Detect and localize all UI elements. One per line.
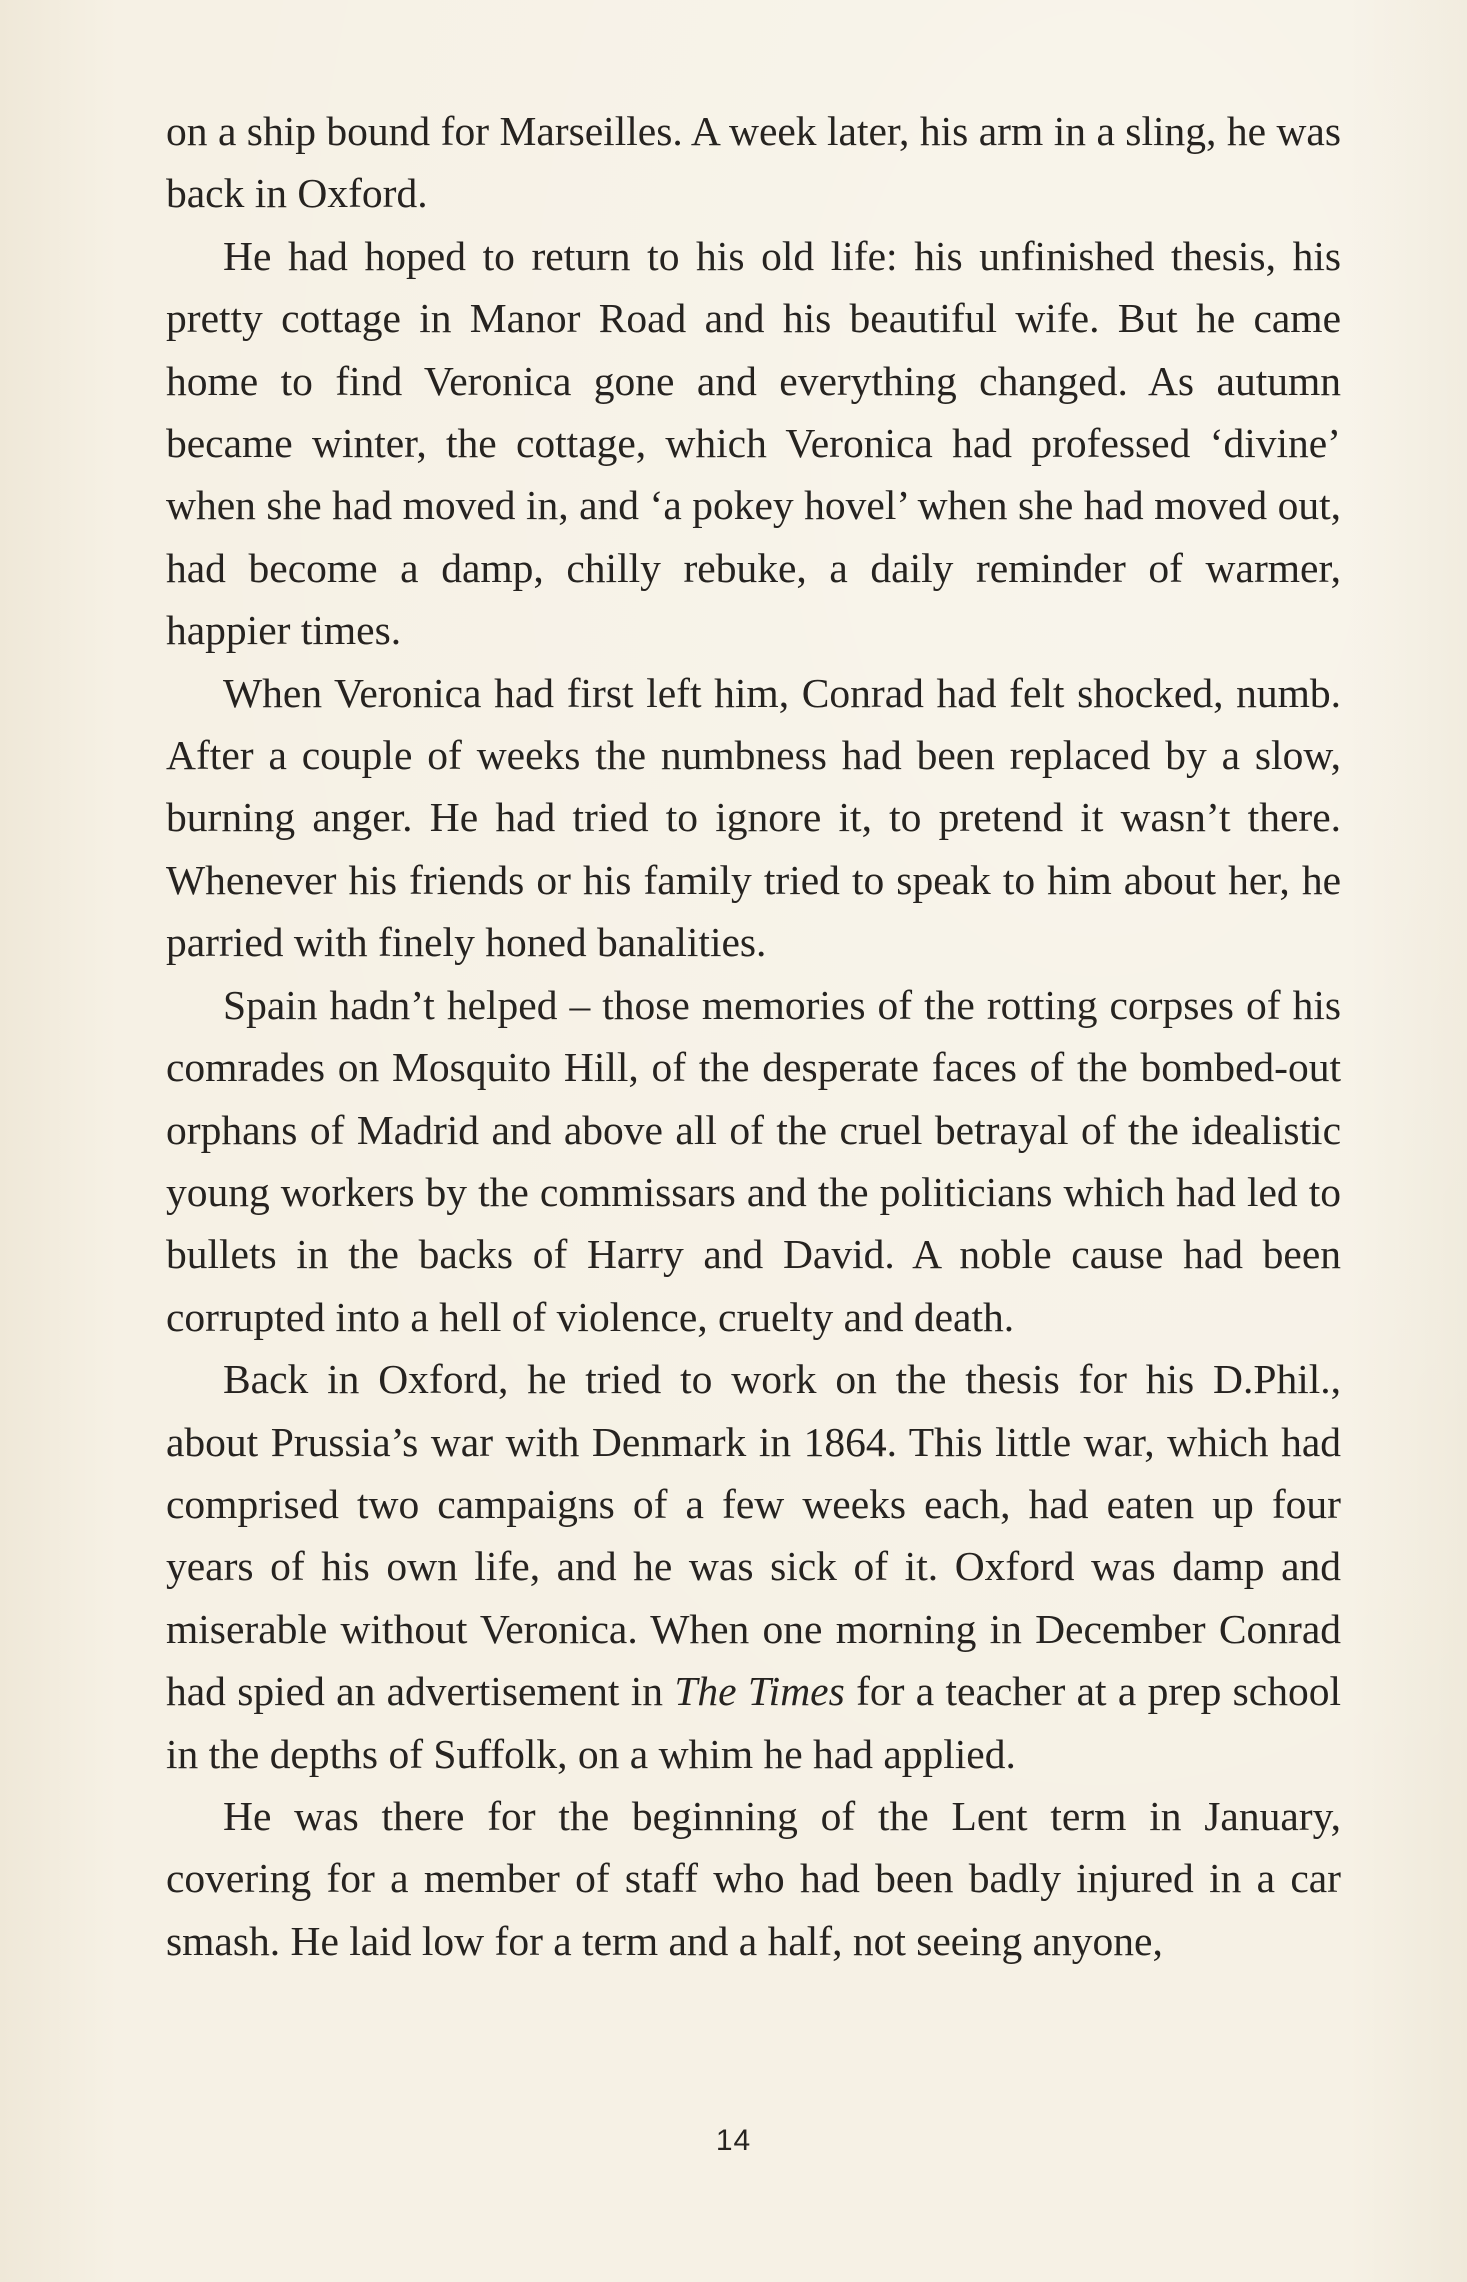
- paragraph-oxford-text-before: Back in Oxford, he tried to work on the thesis for his D.Phil., about Prussia’s war with Denmark in 1864. This little war, which had comprised two campaigns of a few weeks each, had eaten up four years of his own life, and he was sick of it. Oxford was damp and miserable without Veronica. When one morning in December Conrad had spied an advertisement in: [166, 1356, 1341, 1715]
- paragraph-continued: on a ship bound for Marseilles. A week later, his arm in a sling, he was back in Oxford.: [166, 108, 1341, 217]
- page-number: 14: [715, 2124, 752, 2157]
- paragraph-return-home: He had hoped to return to his old life: his unfinished thesis, his pretty cottage in Manor Road and his beautiful wife. But he came home to find Veronica gone and everything changed. As autumn became winter, the cottage, which Veronica had professed ‘divine’ when she had moved in, and ‘a pokey hovel’ when she had moved out, had become a damp, chilly rebuke, a daily reminder of warmer, happier times.: [166, 232, 1341, 654]
- paragraph-veronica-left: When Veronica had first left him, Conrad had felt shocked, numb. After a couple of weeks the numbness had been replaced by a slow, burning anger. He had tried to ignore it, to pretend it wasn’t there. Whenever his friends or his family tried to speak to him about her, he parried with finely honed banalities.: [166, 669, 1341, 966]
- paragraph-oxford-text-after: for a teacher at a prep school in the depths of Suffolk, on a whim he had applied.: [166, 1668, 1341, 1777]
- newspaper-title: The Times: [674, 1668, 845, 1715]
- paragraph-lent-term: He was there for the beginning of the Lent term in January, covering for a member of staff who had been badly injured in a car smash. He laid low for a term and a half, not seeing anyone,: [166, 1792, 1341, 1964]
- paragraph-back-in-oxford: [166, 1348, 1341, 1785]
- body-text: [166, 100, 1341, 1972]
- paragraph-spain: Spain hadn’t helped – those memories of the rotting corpses of his comrades on Mosquito Hill, of the desperate faces of the bombed-out orphans of Madrid and above all of the cruel betrayal of the idealistic young workers by the commissars and the politicians which had led to bullets in the backs of Harry and David. A noble cause had been corrupted into a hell of violence, cruelty and death.: [166, 981, 1341, 1340]
